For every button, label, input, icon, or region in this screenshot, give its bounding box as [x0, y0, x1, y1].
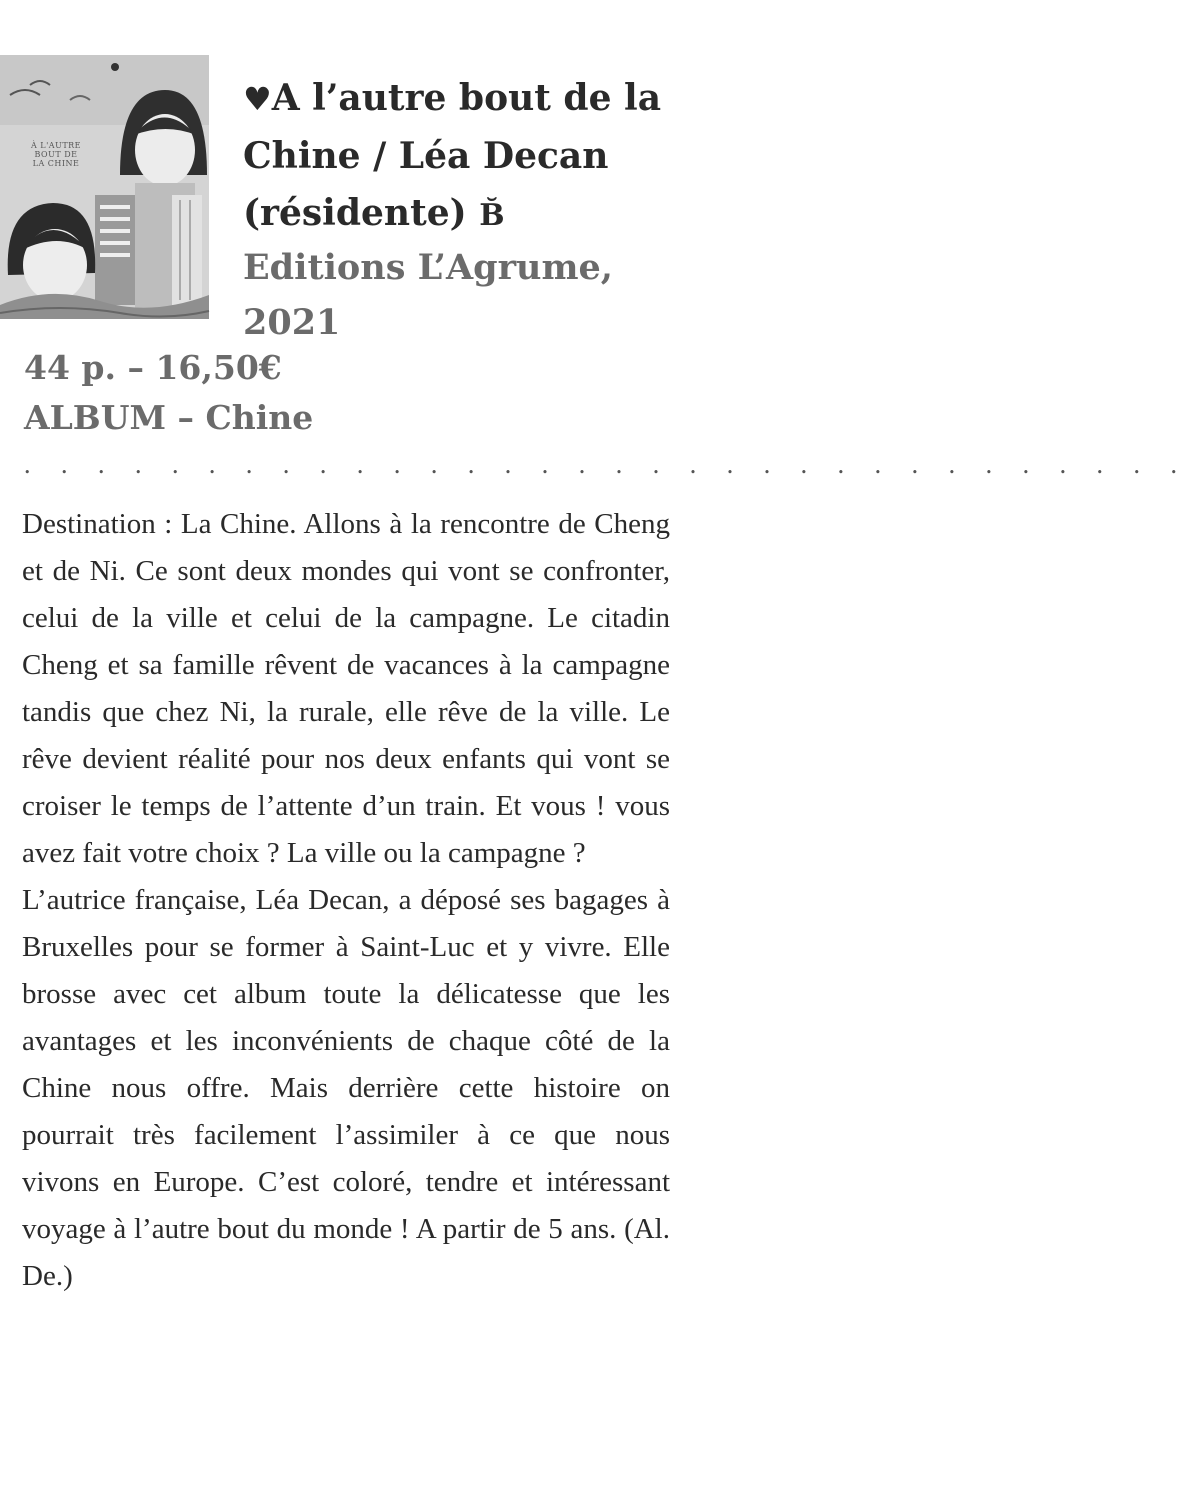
cover-title-line: LA CHINE	[32, 159, 80, 168]
review-paragraph: L’autrice française, Léa Decan, a déposé ses bagages à Bruxelles pour se former à Saint-Luc et y vivre. Elle brosse avec cet album toute la délicatesse que les avantages et les inconvénients de chaque côté de la Chine nous offre. Mais derrière cette histoire on pourrait très facilement l’assimiler à ce que nous vivons en Europe. C’est coloré, tendre et intéressant voyage à l’autre bout du monde ! A partir de 5 ans. (Al. De.)	[22, 884, 670, 1292]
b-badge-icon: B̆	[479, 198, 505, 233]
review-text	[22, 501, 670, 1300]
book-title	[243, 70, 683, 244]
review-paragraph: Destination : La Chine. Allons à la rencontre de Cheng et de Ni. Ce sont deux mondes qui vont se confronter, celui de la ville et celui de la campagne. Le citadin Cheng et sa famille rêvent de vacances à la campagne tandis que chez Ni, la rurale, elle rêve de la ville. Le rêve devient réalité pour nos deux enfants qui vont se croiser le temps de l’attente d’un train. Et vous ! vous avez fait votre choix ? La ville ou la campagne ?	[22, 508, 670, 869]
publisher-line: Editions L’Agrume, 2021	[243, 247, 613, 343]
book-title-text: A l’autre bout de la Chine / Léa Decan (résidente)	[243, 77, 662, 234]
cover-illustration	[0, 55, 209, 319]
heart-icon: ♥	[243, 80, 272, 118]
price-line: 44 p. – 16,50€	[24, 348, 282, 387]
genre-line: ALBUM – Chine	[24, 398, 314, 437]
cover-title	[16, 141, 96, 168]
cover-title-line: À L'AUTRE	[30, 141, 82, 150]
book-cover-image	[0, 55, 209, 319]
cover-title-line: BOUT DE	[34, 150, 78, 159]
dotted-divider: • • • • • • • • • • • • • • • • • • • • • • • • • • • • • • • •	[24, 466, 1191, 479]
